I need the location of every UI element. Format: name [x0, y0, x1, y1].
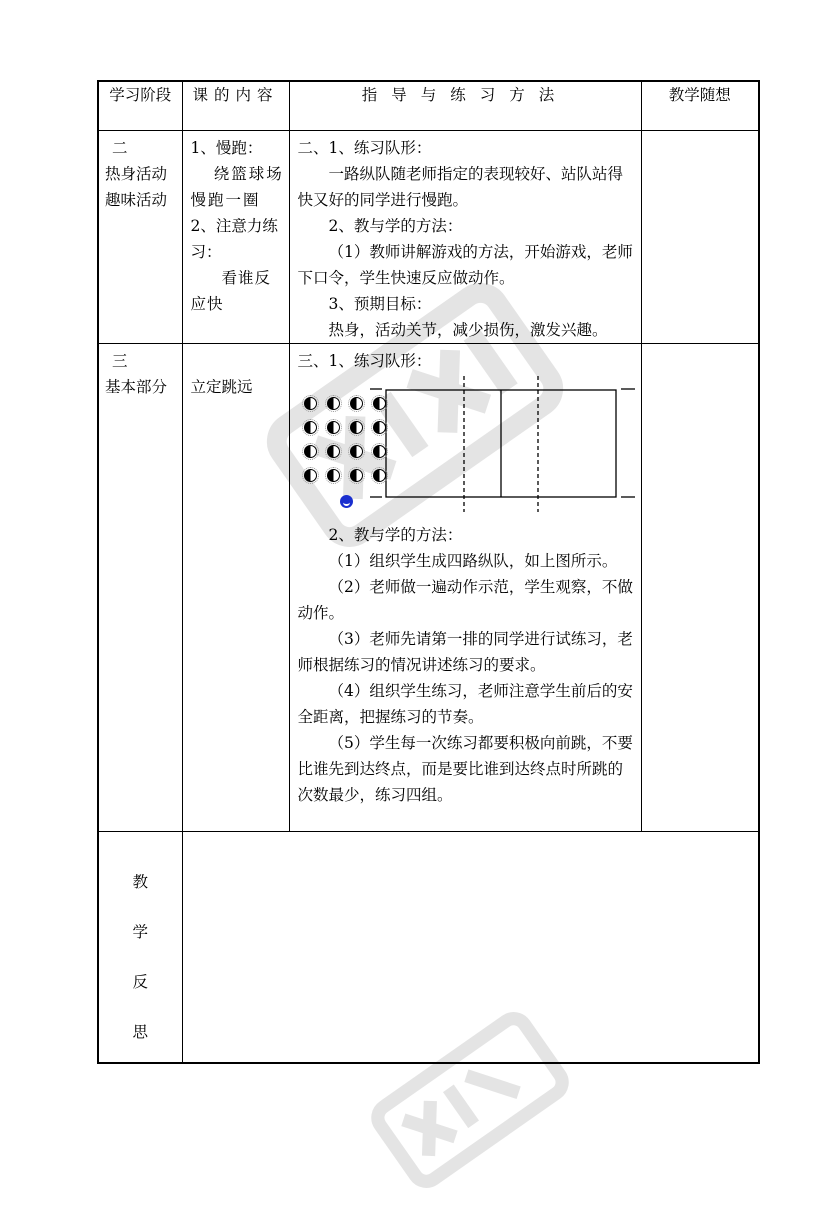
main-step: （3）老师先请第一排的同学进行试练习，老师根据练习的情况讲述练习的要求。 [297, 630, 633, 674]
warmup-row [98, 131, 759, 344]
student-marker [350, 397, 363, 410]
warmup-teach-title: 2、教与学的方法： [328, 217, 463, 235]
main-notes-cell [641, 344, 759, 832]
reflection-content-cell [182, 832, 759, 1064]
warmup-content-cell [182, 131, 289, 344]
header-content: 课的内容 [182, 81, 289, 131]
warmup-stage-line: 热身活动 [105, 165, 168, 183]
student-marker [350, 469, 363, 482]
warmup-stage-cell [98, 131, 182, 344]
student-marker [304, 397, 317, 410]
warmup-content-line: 1、慢跑： [190, 139, 263, 157]
main-step: （1）组织学生成四路纵队，如上图所示。 [328, 552, 618, 570]
main-content-text: 立定跳远 [190, 378, 253, 396]
reflection-char: 思 [132, 1023, 148, 1041]
reflection-char: 教 [132, 873, 148, 891]
formation-diagram [298, 376, 643, 516]
student-marker [327, 421, 340, 434]
student-marker [304, 421, 317, 434]
student-marker [327, 469, 340, 482]
student-marker [327, 445, 340, 458]
reflection-row [98, 832, 759, 1064]
header-stage: 学习阶段 [98, 81, 182, 131]
main-row [98, 344, 759, 832]
main-step: （2）老师做一遍动作示范，学生观察，不做动作。 [297, 578, 633, 622]
main-method-cell [289, 344, 641, 832]
warmup-goal-title: 3、预期目标： [328, 295, 432, 313]
student-marker [373, 421, 386, 434]
warmup-formation-title: 二、1、练习队形： [297, 139, 432, 157]
header-method: 指导与练习方法 [289, 81, 641, 131]
warmup-formation-text: 一路纵队随老师指定的表现较好、站队站得快又好的同学进行慢跑。 [297, 165, 624, 209]
warmup-stage-line: 趣味活动 [105, 191, 168, 209]
reflection-label-cell [98, 832, 182, 1064]
teacher-marker [340, 495, 353, 508]
warmup-content-line: 2、注意力练习： [190, 217, 278, 261]
warmup-stage-num: 二 [112, 139, 128, 157]
warmup-goal-text: 热身，活动关节，减少损伤，激发兴趣。 [328, 321, 608, 339]
main-teach-title: 2、教与学的方法： [328, 526, 463, 544]
main-step: （5）学生每一次练习都要积极向前跳，不要比谁先到达终点，而是要比谁到达终点时所跳的次数最少，练习四组。 [297, 734, 633, 804]
warmup-teach-text: （1）教师讲解游戏的方法，开始游戏，老师下口令，学生快速反应做动作。 [297, 243, 633, 287]
warmup-method-cell [289, 131, 641, 344]
main-formation-title: 三、1、练习队形： [297, 352, 432, 370]
main-stage-num: 三 [112, 352, 128, 370]
student-marker [350, 421, 363, 434]
header-notes: 教学随想 [641, 81, 759, 131]
student-marker [327, 397, 340, 410]
main-step: （4）组织学生练习，老师注意学生前后的安全距离，把握练习的节奏。 [297, 682, 633, 726]
main-stage-label: 基本部分 [105, 378, 168, 396]
lesson-plan-table [97, 80, 760, 1064]
student-marker [304, 469, 317, 482]
header-row [98, 81, 759, 131]
student-marker [350, 445, 363, 458]
warmup-content-line: 绕篮球场慢跑一圈 [190, 165, 284, 209]
student-marker [304, 445, 317, 458]
student-marker [373, 469, 386, 482]
student-marker [373, 445, 386, 458]
reflection-char: 反 [132, 973, 148, 991]
main-content-cell [182, 344, 289, 832]
warmup-notes-cell [641, 131, 759, 344]
student-marker [373, 397, 386, 410]
main-stage-cell [98, 344, 182, 832]
warmup-content-line: 看谁反应快 [190, 269, 272, 313]
reflection-char: 学 [132, 923, 148, 941]
